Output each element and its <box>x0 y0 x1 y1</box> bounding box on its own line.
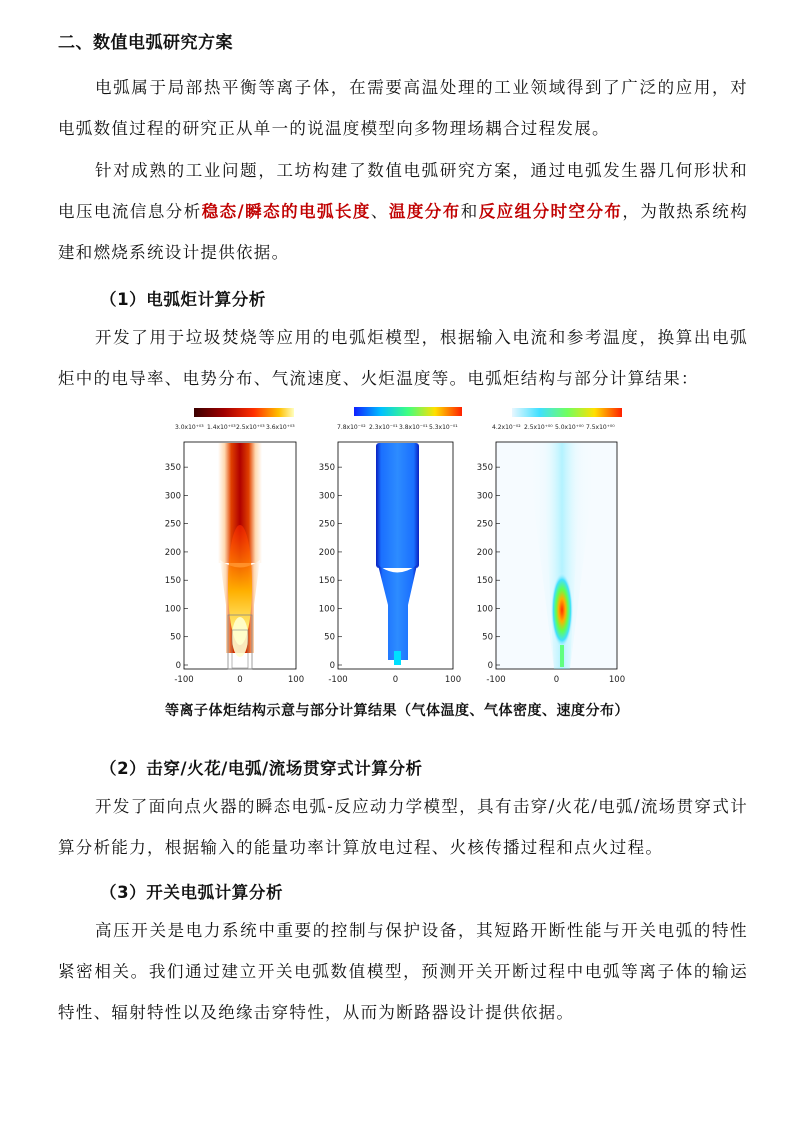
emphasis-temperature: 温度分布 <box>388 202 461 221</box>
density-cb-label-0: 7.8x10⁻⁰² <box>337 424 366 431</box>
subsection-2-text: 开发了面向点火器的瞬态电弧-反应动力学模型，具有击穿/火花/电弧/流场贯穿式计算分析能力，根据输入的能量功率计算放电过程、火核传播过程和点火过程。 <box>58 797 748 857</box>
density-panel <box>319 407 462 685</box>
section-title: 二、数值电弧研究方案 <box>58 33 233 53</box>
y-tick-label: 200 <box>164 547 181 558</box>
figure-svg <box>150 405 640 690</box>
x-tick-label: 0 <box>237 675 243 685</box>
simulation-figure <box>150 405 640 690</box>
subsection-3-title: （3）开关电弧计算分析 <box>100 883 284 902</box>
density-upper-plume <box>376 443 419 568</box>
intro-paragraph-2 <box>58 150 748 273</box>
temperature-cb-label-0: 3.0x10⁺⁰³ <box>175 424 204 431</box>
density-nozzle <box>394 651 401 665</box>
temperature-cb-label-2: 2.5x10⁺⁰³ <box>236 424 265 431</box>
subsection-3-text: 高压开关是电力系统中重要的控制与保护设备，其短路开断性能与开关电弧的特性紧密相关。我们通过建立开关电弧数值模型，预测开关开断过程中电弧等离子体的输运特性、辐射特性以及绝缘击穿特性，从而为断路器设计提供依据。 <box>58 921 748 1022</box>
y-tick-label: 350 <box>164 463 181 474</box>
y-tick-label: 0 <box>175 661 181 671</box>
density-colorbar <box>354 407 462 416</box>
subsection-1-text: 开发了用于垃圾焚烧等应用的电弧炬模型，根据输入电流和参考温度，换算出电弧炬中的电导率、电势分布、气流速度、火炬温度等。电弧炬结构与部分计算结果： <box>58 328 748 388</box>
temperature-cb-label-3: 3.6x10⁺⁰³ <box>266 424 295 431</box>
x-tick-label: -100 <box>486 675 506 685</box>
y-tick-label: 250 <box>164 519 181 530</box>
y-tick-label: 300 <box>164 491 181 502</box>
x-tick-label: -100 <box>328 675 348 685</box>
intro-p2-tail: ，为散热系统构建和燃烧系统设计提供依据。 <box>58 202 748 262</box>
velocity-cb-label-1: 2.5x10⁺⁰⁰ <box>524 424 553 431</box>
temperature-hot-spot <box>232 617 248 657</box>
figure-caption: 等离子体炬结构示意与部分计算结果（气体温度、气体密度、速度分布） <box>165 703 629 719</box>
x-tick-label: 100 <box>444 675 462 685</box>
y-tick-label: 350 <box>318 463 335 474</box>
velocity-hot-core <box>551 572 573 648</box>
y-tick-label: 250 <box>318 519 335 530</box>
density-cb-label-2: 3.8x10⁻⁰¹ <box>399 424 428 431</box>
y-tick-label: 200 <box>318 547 335 558</box>
y-tick-label: 250 <box>476 519 493 530</box>
velocity-cb-label-3: 7.5x10⁺⁰⁰ <box>586 424 615 431</box>
y-tick-label: 100 <box>476 604 493 615</box>
y-tick-label: 50 <box>324 632 335 643</box>
density-cb-label-3: 5.3x10⁻⁰¹ <box>429 424 458 431</box>
velocity-cb-label-0: 4.2x10⁻⁰² <box>492 424 521 431</box>
intro-p2-text: 针对成熟的工业问题，工坊构建了数值电弧研究方案，通过电弧发生器几何形状和电压电流信息分析 <box>58 161 748 221</box>
y-tick-label: 350 <box>476 463 493 474</box>
y-tick-label: 150 <box>164 576 181 587</box>
y-tick-label: 150 <box>476 576 493 587</box>
velocity-panel <box>477 408 625 685</box>
temperature-cb-label-1: 1.4x10⁺⁰³ <box>207 424 236 431</box>
x-tick-label: 0 <box>392 675 399 685</box>
temperature-panel <box>165 408 304 685</box>
intro-p2-sep1: 、 <box>370 202 389 221</box>
velocity-cb-label-2: 5.0x10⁺⁰⁰ <box>555 424 584 431</box>
y-tick-label: 100 <box>164 604 181 615</box>
x-tick-label: -100 <box>174 675 194 685</box>
intro-paragraph-1: 电弧属于局部热平衡等离子体，在需要高温处理的工业领域得到了广泛的应用，对电弧数值过程的研究正从单一的说温度模型向多物理场耦合过程发展。 <box>58 78 748 138</box>
emphasis-arc-length: 稳态/瞬态的电弧长度 <box>201 202 371 221</box>
subsection-1-title: （1）电弧炬计算分析 <box>100 290 266 309</box>
y-tick-label: 300 <box>476 491 493 502</box>
y-tick-label: 0 <box>329 661 335 671</box>
emphasis-species: 反应组分时空分布 <box>478 202 623 221</box>
x-tick-label: 0 <box>553 675 560 685</box>
y-tick-label: 100 <box>318 604 335 615</box>
x-tick-label: 100 <box>608 675 626 685</box>
intro-p2-sep2: 和 <box>460 202 479 221</box>
y-tick-label: 200 <box>476 547 493 558</box>
y-tick-label: 0 <box>487 661 493 671</box>
y-tick-label: 300 <box>318 491 335 502</box>
subsection-2-title: （2）击穿/火花/电弧/流场贯穿式计算分析 <box>100 759 423 778</box>
temperature-colorbar <box>194 408 294 417</box>
y-tick-label: 150 <box>318 576 335 587</box>
density-cb-label-1: 2.3x10⁻⁰¹ <box>369 424 398 431</box>
x-tick-label: 100 <box>287 675 305 685</box>
velocity-colorbar <box>512 408 622 417</box>
y-tick-label: 50 <box>170 632 181 643</box>
velocity-nozzle <box>560 645 564 667</box>
y-tick-label: 50 <box>482 632 493 643</box>
